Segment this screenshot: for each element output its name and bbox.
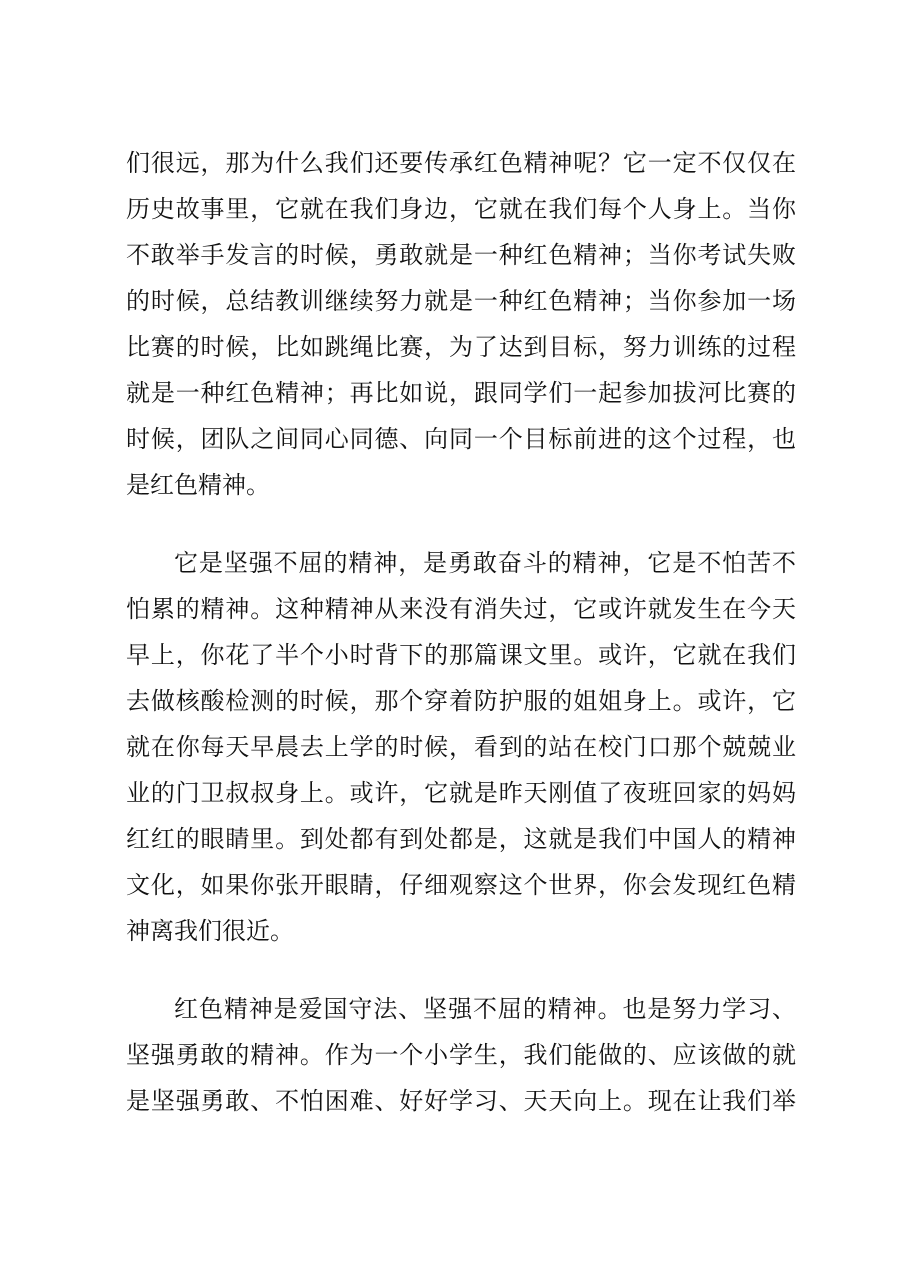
paragraph-3 [126, 986, 796, 1124]
text-line: 是红色精神。 [126, 471, 270, 499]
text-line: 它是坚强不屈的精神，是勇敢奋斗的精神，它是不怕苦不 [174, 549, 796, 577]
paragraph-spacer [126, 508, 796, 540]
text-line: 红红的眼睛里。到处都有到处都是，这就是我们中国人的精神 [126, 825, 796, 853]
text-line: 坚强勇敢的精神。作为一个小学生，我们能做的、应该做的就 [126, 1041, 796, 1069]
text-line: 不敢举手发言的时候，勇敢就是一种红色精神；当你考试失败 [126, 241, 796, 269]
paragraph-spacer [126, 954, 796, 986]
text-line: 比赛的时候，比如跳绳比赛，为了达到目标，努力训练的过程 [126, 333, 796, 361]
text-line: 就在你每天早晨去上学的时候，看到的站在校门口那个兢兢业 [126, 733, 796, 761]
paragraph-2 [126, 540, 796, 954]
text-line: 时候，团队之间同心同德、向同一个目标前进的这个过程，也 [126, 425, 796, 453]
text-line: 红色精神是爱国守法、坚强不屈的精神。也是努力学习、 [174, 995, 796, 1023]
text-line: 去做核酸检测的时候，那个穿着防护服的姐姐身上。或许，它 [126, 687, 796, 715]
text-line: 历史故事里，它就在我们身边，它就在我们每个人身上。当你 [126, 195, 796, 223]
text-line: 神离我们很近。 [126, 917, 294, 945]
text-line: 怕累的精神。这种精神从来没有消失过，它或许就发生在今天 [126, 595, 796, 623]
text-line: 们很远，那为什么我们还要传承红色精神呢？它一定不仅仅在 [126, 149, 796, 177]
text-line: 文化，如果你张开眼睛，仔细观察这个世界，你会发现红色精 [126, 871, 796, 899]
text-line: 就是一种红色精神；再比如说，跟同学们一起参加拔河比赛的 [126, 379, 796, 407]
document-body [126, 140, 796, 1124]
paragraph-1 [126, 140, 796, 508]
text-line: 是坚强勇敢、不怕困难、好好学习、天天向上。现在让我们举 [126, 1087, 796, 1115]
text-line: 业的门卫叔叔身上。或许，它就是昨天刚值了夜班回家的妈妈 [126, 779, 796, 807]
text-line: 早上，你花了半个小时背下的那篇课文里。或许，它就在我们 [126, 641, 796, 669]
text-line: 的时候，总结教训继续努力就是一种红色精神；当你参加一场 [126, 287, 796, 315]
